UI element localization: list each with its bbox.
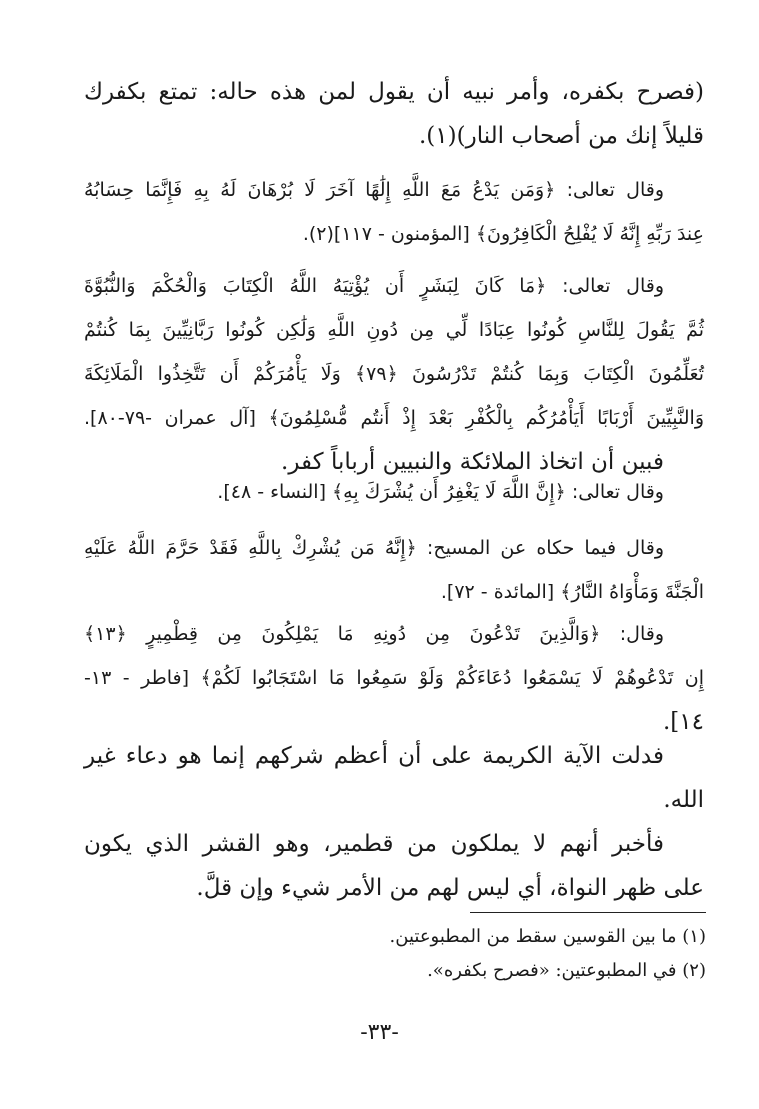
quran-verse-line: الْجَنَّةَ وَمَأْوَاهُ النَّارُ﴾ [المائدة - ٧٢]. bbox=[440, 581, 704, 603]
text-line: فبين أن اتخاذ الملائكة والنبيين أرباباً كفر. bbox=[281, 449, 664, 475]
page-number: -٣٣- bbox=[360, 1020, 399, 1045]
text-line: على ظهر النواة، أي ليس لهم من الأمر شيء وإن قلَّ. bbox=[196, 875, 704, 901]
text-line: ١٤]. bbox=[662, 709, 704, 735]
footnote-2: (٢) في المطبوعتين: «فصرح بكفره». bbox=[427, 960, 706, 981]
paragraph-4 bbox=[84, 470, 704, 514]
text-line: فدلت الآية الكريمة على أن أعظم شركهم إنما هو دعاء غير bbox=[84, 743, 664, 769]
quran-verse-line: وقال فيما حكاه عن المسيح: ﴿إِنَّهُ مَن يُشْرِكْ بِاللَّهِ فَقَدْ حَرَّمَ اللَّهُ عَلَيْهِ bbox=[84, 537, 664, 559]
text-line: قليلاً إنك من أصحاب النار)(١). bbox=[418, 123, 704, 149]
footnote-1: (١) ما بين القوسين سقط من المطبوعتين. bbox=[389, 926, 706, 947]
paragraph-2 bbox=[84, 168, 704, 256]
text-line: (فصرح بكفره، وأمر نبيه أن يقول لمن هذه حاله: تمتع بكفرك bbox=[84, 79, 704, 105]
quran-verse-line: وقال تعالى: ﴿وَمَن يَدْعُ مَعَ اللَّهِ إِلَٰهًا آخَرَ لَا بُرْهَانَ لَهُ بِهِ فَإِنَّمَا حِسَابُهُ bbox=[84, 179, 664, 201]
paragraph-3 bbox=[84, 264, 704, 484]
paragraph-1 bbox=[84, 70, 704, 158]
paragraph-5 bbox=[84, 526, 704, 614]
quran-verse-line: وقال: ﴿وَالَّذِينَ تَدْعُونَ مِن دُونِهِ مَا يَمْلِكُونَ مِن قِطْمِيرٍ ﴿١٣﴾ bbox=[84, 623, 664, 645]
quran-verse-line: وقال تعالى: ﴿مَا كَانَ لِبَشَرٍ أَن يُؤْتِيَهُ اللَّهُ الْكِتَابَ وَالْحُكْمَ وَالنُّبُوَّةَ bbox=[84, 275, 664, 297]
paragraph-7 bbox=[84, 734, 704, 822]
quran-verse-line: ثُمَّ يَقُولَ لِلنَّاسِ كُونُوا عِبَادًا لِّي مِن دُونِ اللَّهِ وَلَٰكِن كُونُوا رَبَّانِيِّينَ بِمَا كُنتُمْ bbox=[84, 319, 704, 341]
quran-verse-line: وَالنَّبِيِّينَ أَرْبَابًا أَيَأْمُرُكُم بِالْكُفْرِ بَعْدَ إِذْ أَنتُم مُّسْلِمُونَ﴾ [آل عمران -٧٩-٨٠]. bbox=[84, 407, 704, 429]
quran-verse-line: عِندَ رَبِّهِ إِنَّهُ لَا يُفْلِحُ الْكَافِرُونَ﴾ [المؤمنون - ١١٧](٢). bbox=[302, 223, 704, 245]
paragraph-8 bbox=[84, 822, 704, 910]
text-line: فأخبر أنهم لا يملكون من قطمير، وهو القشر الذي يكون bbox=[84, 831, 664, 857]
footnote-divider bbox=[470, 912, 706, 913]
quran-verse-line: تُعَلِّمُونَ الْكِتَابَ وَبِمَا كُنتُمْ تَدْرُسُونَ ﴿٧٩﴾ وَلَا يَأْمُرَكُمْ أَن تَتَّخِذُوا الْمَلَائِكَةَ bbox=[84, 363, 704, 385]
paragraph-6 bbox=[84, 612, 704, 744]
quran-verse-line: وقال تعالى: ﴿إِنَّ اللَّهَ لَا يَغْفِرُ أَن يُشْرَكَ بِهِ﴾ [النساء - ٤٨]. bbox=[217, 481, 664, 503]
text-line: الله. bbox=[663, 787, 704, 813]
quran-verse-line: إِن تَدْعُوهُمْ لَا يَسْمَعُوا دُعَاءَكُمْ وَلَوْ سَمِعُوا مَا اسْتَجَابُوا لَكُمْ﴾ [فاطر - ١٣- bbox=[84, 667, 704, 689]
